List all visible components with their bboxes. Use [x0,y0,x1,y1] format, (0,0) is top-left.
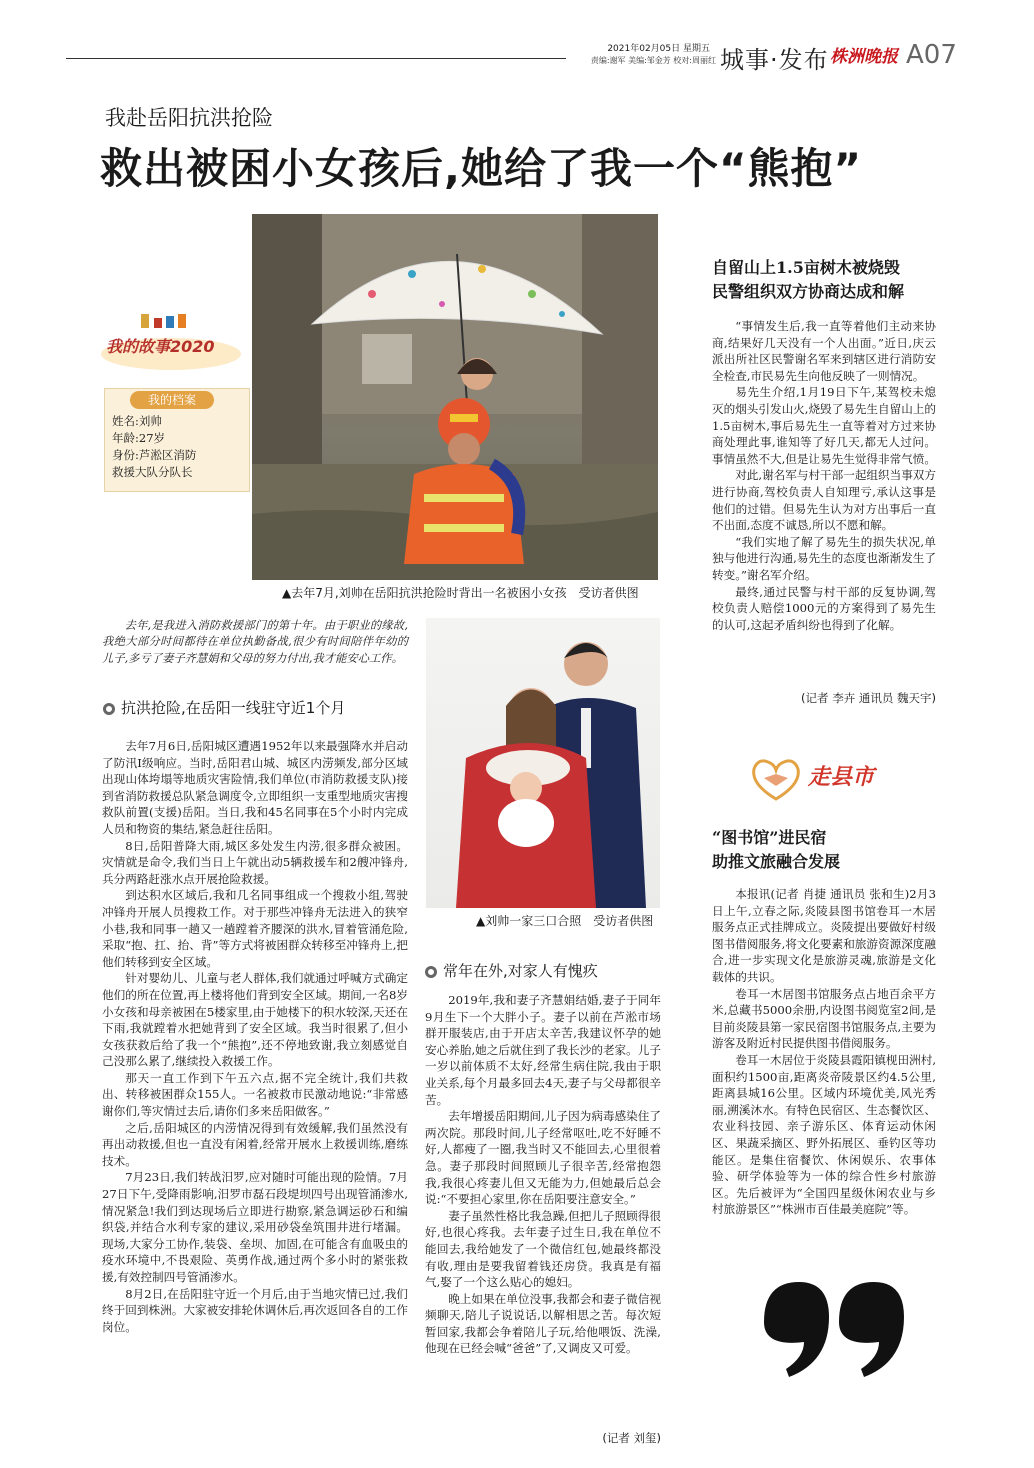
section2-title: 常年在外,对家人有愧疚 [443,962,598,980]
story2-title-line1: 自留山上1.5亩树木被烧毁 [712,258,900,277]
family-photo [426,618,660,908]
family-photo-illustration [426,618,660,908]
story3-title-line1: “图书馆”进民宿 [712,828,827,847]
section1-body [102,738,408,1335]
family-photo-caption: ▲刘帅一家三口合照 受访者供图 [476,914,654,928]
paragraph: 针对婴幼儿、儿童与老人群体,我们就通过呼喊方式确定他们的所在位置,再上楼将他们背到安全区域。期间,一名8岁小女孩和母亲被困在5楼家里,由于她楼下的积水较深,天还在下雨,我就蹚着水把她背到了安全区域。我当时很累了,但小女孩获救后给了我一个“熊抱”,还不停地致谢,我立刻感觉自己没那么累了,继续投入救援工作。 [102,971,408,1069]
story3-title-line2: 助推文旅融合发展 [712,852,841,871]
paragraph: 之后,岳阳城区的内涝情况得到有效缓解,我们虽然没有再出动救援,但也一直没有闲着,经常开展水上救援训练,磨练技术。 [102,1120,408,1168]
section2-body [425,992,661,1357]
paragraph: 最终,通过民警与村干部的反复协调,驾校负责人赔偿1000元的方案得到了易先生的认可,这起矛盾纠纷也得到了化解。 [712,584,936,632]
profile-identity: 身份:芦淞区消防 [112,448,197,462]
profile-identity-cont: 救援大队分队长 [112,465,193,479]
handshake-heart-icon [746,754,816,804]
story2-title [712,256,952,304]
story2-body [712,318,936,633]
bullet-circle-icon [425,966,437,978]
paragraph: 卷耳一木居图书馆服务点占地百余平方米,总藏书5000余册,内设图书阅览室2间,是目前炎陵县第一家民宿图书馆服务点,主要为游客及附近村民提供图书借阅服务。 [712,986,936,1051]
paragraph: 7月23日,我们转战汨罗,应对随时可能出现的险情。7月27日下午,受降雨影响,汨罗市磊石段堤坝四号出现管涌渗水,情况紧急!我们到达现场后立即进行勘察,紧急调运砂石和编织袋,并结合水利专家的建议,采用砂袋垒筑围井进行堵漏。现场,大家分工协作,装袋、垒坝、加固,在可能含有血吸虫的疫水环境中,不畏艰险、英勇作战,通过两个多小时的紧张救援,有效控制四号管涌渗水。 [102,1170,408,1284]
paragraph: 8日,岳阳普降大雨,城区多处发生内涝,很多群众被困。灾情就是命令,我们当日上午就出动5辆救援车和2艘冲锋舟,兵分两路赶涨水点开展抢险救援。 [102,838,408,886]
profile-age: 年龄:27岁 [112,431,166,445]
my-story-badge-label: 我的故事2020 [106,337,215,356]
paragraph: “我们实地了解了易先生的损失状况,单独与他进行沟通,易先生的态度也渐渐发生了转变。”谢名军介绍。 [712,534,936,582]
paper-logo: 株洲晚报 [830,47,898,67]
rescue-photo-illustration [252,214,658,580]
story2-byline: (记者 李卉 通讯员 魏天宇) [801,691,936,705]
paragraph: 卷耳一木居位于炎陵县霞阳镇枧田洲村,面积约1500亩,距离炎帝陵景区约4.5公里,距离县城16公里。区域内环境优美,风光秀丽,溯溪沐水。有特色民宿区、生态餐饮区、农业科技园、亲子游乐区、体育运动休闲区、果蔬采摘区、野外拓展区、垂钓区等功能区。是集住宿餐饮、休闲娱乐、农事体验、研学体验等为一体的综合性乡村旅游区。先后被评为“全国四星级休闲农业与乡村旅游景区”“株洲市百佳最美庭院”等。 [712,1052,936,1217]
paragraph: 到达积水区域后,我和几名同事组成一个搜救小组,驾驶冲锋舟开展人员搜救工作。对于那些冲锋舟无法进入的狭窄小巷,我和同事一趟又一趟蹚着齐腰深的洪水,冒着管涌危险,采取“抱、扛、抬、背”等方式将被困群众转移至冲锋舟上,把他们转移到安全区域。 [102,888,408,969]
article-intro [102,618,408,667]
paragraph: 妻子虽然性格比我急躁,但把儿子照顾得很好,也很心疼我。去年妻子过生日,我在单位不能回去,我给她发了一个微信红包,她最终都没有收,理由是要我留着钱还房贷。我真是有福气,娶了一个这么贴心的媳妇。 [425,1208,661,1290]
article-kicker: 我赴岳阳抗洪抢险 [105,106,273,130]
county-badge-label: 走县市 [808,765,875,790]
bullet-circle-icon [103,703,115,715]
paragraph: 去年增援岳阳期间,儿子因为病毒感染住了两次院。那段时间,儿子经常呕吐,吃不好睡不好,人都瘦了一圈,我当时又不能回去,心里很着急。妻子那段时间照顾儿子很辛苦,经常抱怨我,我很心疼妻儿但又无能为力,但她最后总会说:“不要担心家里,你在岳阳要注意安全。” [425,1109,661,1207]
intro-paragraph: 去年,是我进入消防救援部门的第十年。由于职业的缘故,我绝大部分时间都待在单位执勤备战,很少有时间陪伴年幼的儿子,多亏了妻子齐慧娟和父母的努力付出,我才能安心工作。 [102,619,408,665]
rescue-photo [252,214,658,580]
section2-heading [425,960,598,981]
paragraph: 那天一直工作到下午五六点,据不完全统计,我们共救出、转移被困群众155人。一名被救市民激动地说:“非常感谢你们,等灾情过去后,请你们多来岳阳做客。” [102,1070,408,1119]
paragraph: 8月2日,在岳阳驻守近一个月后,由于当地灾情已过,我们终于回到株洲。大家被安排轮休调休后,再次返回各自的工作岗位。 [102,1286,408,1334]
quote-mark-icon [754,1272,914,1382]
quote-mark-graphic [754,1272,914,1382]
paragraph: 本报讯(记者 肖捷 通讯员 张和生)2月3日上午,立春之际,炎陵县图书馆卷耳一木居服务点正式挂牌成立。炎陵提出要做好村级图书借阅服务,将文化要素和旅游资源深度融合,进一步实现文化是旅游灵魂,旅游是文化载体的共识。 [712,887,936,984]
paragraph: 去年7月6日,岳阳城区遭遇1952年以来最强降水并启动了防汛Ⅰ级响应。当时,岳阳君山城、城区内涝频发,部分区域出现山体垮塌等地质灾害险情,我们单位(市消防救援支队)接到省消防救援总队紧急调度令,立即组织一支重型地质灾害搜救队前置(支援)岳阳。当日,我和45名同事在5个小时内完成人员和物资的集结,紧急赶往岳阳。 [102,739,408,836]
section-name: 城事·发布 [720,46,829,74]
story3-body [712,886,936,1218]
section1-heading [103,697,345,718]
article-byline: (记者 刘玺) [602,1431,661,1445]
article-headline: 救出被困小女孩后,她给了我一个“熊抱” [100,144,863,193]
page-number: A07 [906,40,957,70]
paragraph: 2019年,我和妻子齐慧娟结婚,妻子于同年9月生下一个大胖小子。妻子以前在芦淞市场群开服装店,由于开店太辛苦,我建议怀孕的她安心养胎,她之后就住到了我长沙的老家。儿子一岁以前体质不太好,经常生病住院,我由于职业关系,每个月最多回去4天,妻子与父母都很辛苦。 [425,993,661,1107]
paragraph: 易先生介绍,1月19日下午,某驾校未熄灭的烟头引发山火,烧毁了易先生自留山上的1.5亩树木,事后易先生一直等着对方过来协商处理此事,谁知等了好几天,都无人过问。事情虽然不大,但是让易先生觉得非常气愤。 [712,385,936,466]
paragraph: 对此,谢名军与村干部一起组织当事双方进行协商,驾校负责人自知理亏,承认这事是他们的过错。但易先生认为对方出事后一直不出面,态度不诚恳,所以不愿和解。 [712,468,936,533]
story3-title [712,826,952,874]
profile-name: 姓名:刘帅 [112,414,162,428]
paragraph: “事情发生后,我一直等着他们主动来协商,结果好几天没有一个人出面。”近日,庆云派出所社区民警谢名军来到辖区进行消防安全检查,市民易先生向他反映了一则情况。 [712,319,936,383]
story2-title-line2: 民警组织双方协商达成和解 [712,282,905,301]
rescue-photo-caption: ▲去年7月,刘帅在岳阳抗洪抢险时背出一名被困小女孩 受访者供图 [282,586,639,600]
issue-date: 2021年02月05日 星期五 [607,44,710,54]
header-rule-left [66,58,566,59]
profile-tag: 我的档案 [130,391,214,409]
section1-title: 抗洪抢险,在岳阳一线驻守近1个月 [121,699,346,717]
editor-credits: 责编:谢军 美编:邹金芳 校对:周丽红 [590,56,716,65]
paragraph: 晚上如果在单位没事,我都会和妻子微信视频聊天,陪儿子说说话,以解相思之苦。每次短暂回家,我都会争着陪儿子玩,给他喂饭、洗澡,他现在已经会喊“爸爸”了,又调皮又可爱。 [425,1291,661,1356]
